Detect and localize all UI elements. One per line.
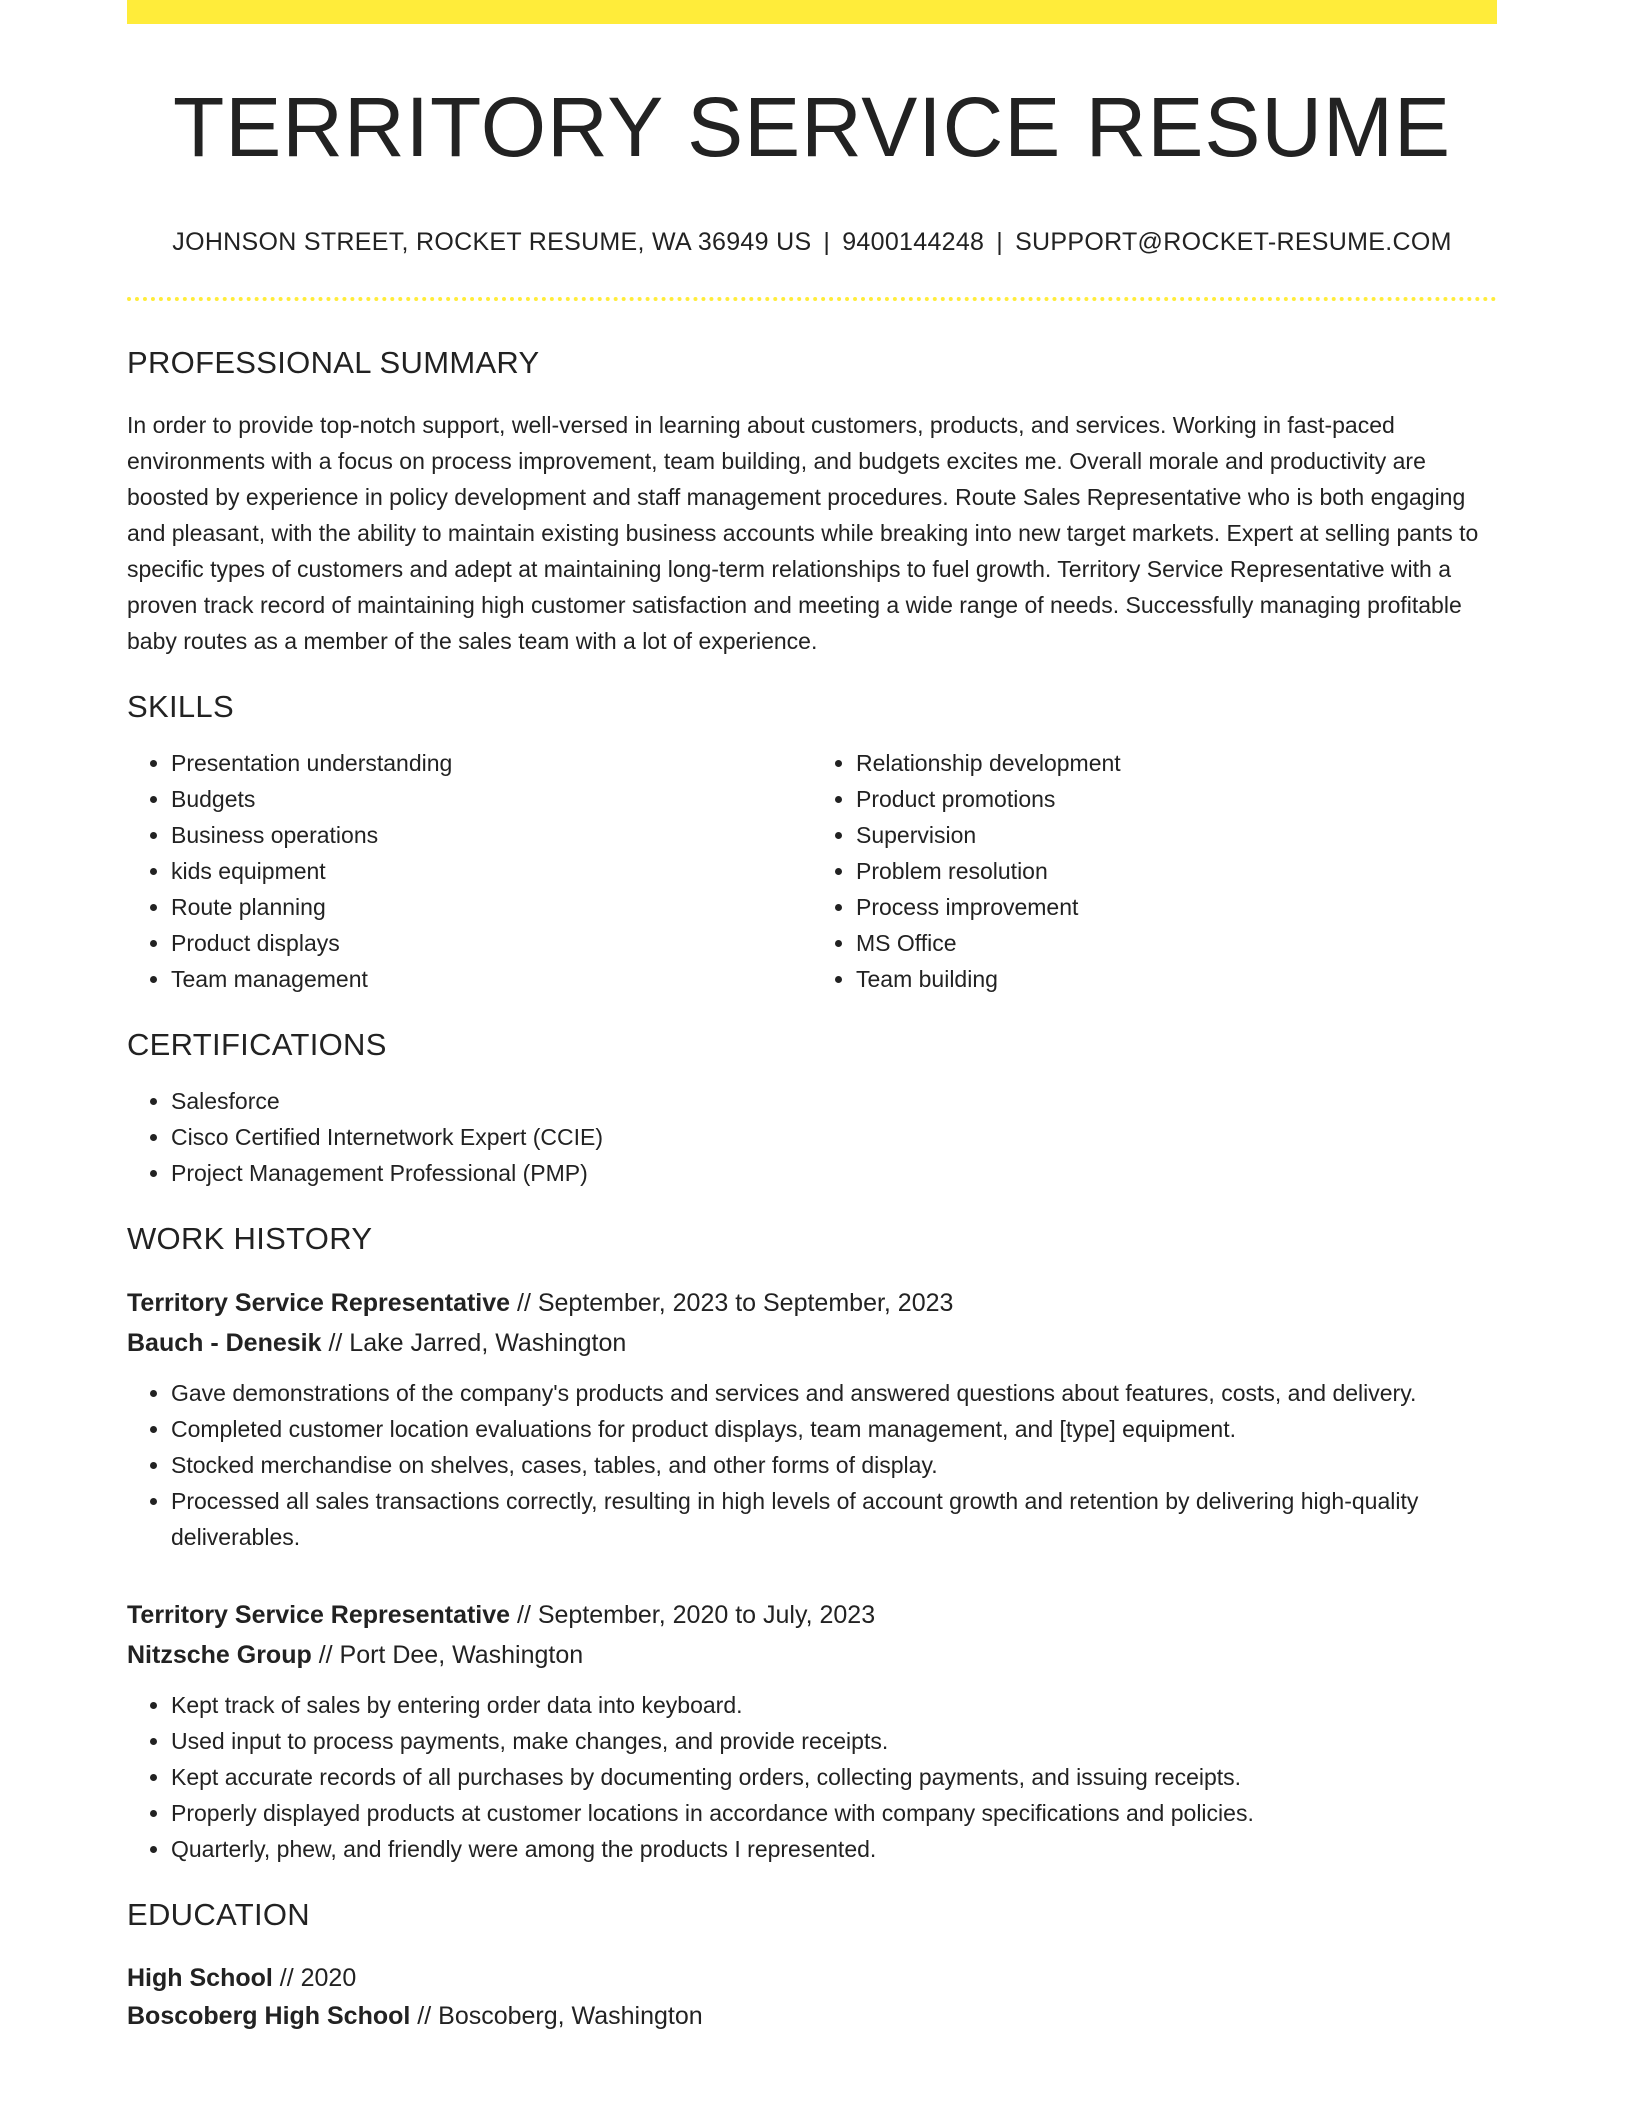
- skills-heading: SKILLS: [127, 689, 234, 725]
- skills-list: [127, 745, 1497, 997]
- job-bullet: • Kept accurate records of all purchases by documenting orders, collecting payments, and issuing receipts.: [171, 1759, 1497, 1795]
- job-entry: [127, 1283, 1497, 1555]
- job-bullet: • Quarterly, phew, and friendly were among the products I represented.: [171, 1831, 1497, 1867]
- job-company-line: [127, 1635, 1497, 1675]
- skills-left-column: [127, 745, 812, 997]
- separator: |: [823, 228, 831, 257]
- skill-item: • Supervision: [856, 817, 1497, 853]
- separator: |: [996, 228, 1004, 257]
- job-bullet: • Properly displayed products at customer locations in accordance with company specifications and policies.: [171, 1795, 1497, 1831]
- job-company: Nitzsche Group: [127, 1641, 312, 1670]
- job-location: // Lake Jarred, Washington: [321, 1329, 627, 1358]
- certifications-list: [127, 1083, 1497, 1191]
- job-bullets: [127, 1375, 1497, 1555]
- dotted-divider: [127, 297, 1497, 301]
- job-title: Territory Service Representative: [127, 1289, 511, 1318]
- job-company-line: [127, 1323, 1497, 1363]
- job-dates: // September, 2023 to September, 2023: [510, 1289, 954, 1318]
- education-year: // 2020: [272, 1964, 357, 1993]
- job-entry: [127, 1595, 1497, 1867]
- skill-item: • Team building: [856, 961, 1497, 997]
- skills-right-column: [812, 745, 1497, 997]
- skill-item: • Relationship development: [856, 745, 1497, 781]
- resume-title: TERRITORY SERVICE RESUME: [172, 80, 1452, 174]
- certification-item: • Project Management Professional (PMP): [171, 1155, 1497, 1191]
- skill-item: • Budgets: [171, 781, 812, 817]
- skill-item: • Business operations: [171, 817, 812, 853]
- education-degree: High School: [127, 1964, 273, 1993]
- skill-item: • Problem resolution: [856, 853, 1497, 889]
- skill-item: • Product displays: [171, 925, 812, 961]
- job-bullet: • Kept track of sales by entering order data into keyboard.: [171, 1687, 1497, 1723]
- contact-line: [127, 228, 1497, 257]
- education-school-line: [127, 1997, 1497, 2035]
- job-dates: // September, 2020 to July, 2023: [510, 1601, 876, 1630]
- education-degree-line: [127, 1959, 1497, 1997]
- address: JOHNSON STREET, ROCKET RESUME, WA 36949 US: [172, 228, 812, 257]
- skill-item: • Product promotions: [856, 781, 1497, 817]
- education-entry: [127, 1959, 1497, 2035]
- job-bullet: • Processed all sales transactions correctly, resulting in high levels of account growth and retention by delivering high-quality deliverables.: [171, 1483, 1497, 1555]
- job-company: Bauch - Denesik: [127, 1329, 322, 1358]
- job-title-line: [127, 1595, 1497, 1635]
- job-title-line: [127, 1283, 1497, 1323]
- job-title: Territory Service Representative: [127, 1601, 511, 1630]
- skill-item: • Team management: [171, 961, 812, 997]
- education-school: Boscoberg High School: [127, 2002, 411, 2031]
- job-bullet: • Used input to process payments, make changes, and provide receipts.: [171, 1723, 1497, 1759]
- certification-item: • Cisco Certified Internetwork Expert (CCIE): [171, 1119, 1497, 1155]
- job-bullet: • Stocked merchandise on shelves, cases, tables, and other forms of display.: [171, 1447, 1497, 1483]
- certification-item: • Salesforce: [171, 1083, 1497, 1119]
- work-history-heading: WORK HISTORY: [127, 1221, 373, 1257]
- summary-heading: PROFESSIONAL SUMMARY: [127, 345, 540, 381]
- top-accent-bar: [127, 0, 1497, 24]
- education-heading: EDUCATION: [127, 1897, 310, 1933]
- resume-page: [127, 0, 1497, 2035]
- job-location: // Port Dee, Washington: [311, 1641, 584, 1670]
- summary-text: In order to provide top-notch support, well-versed in learning about customers, products, and services. Working in fast-paced environments with a focus on process improvement, team building, and budgets excites me. Overall morale and productivity are boosted by experience in policy development and staff management procedures. Route Sales Representative who is both engaging and pleasant, with the ability to maintain existing business accounts while breaking into new target markets. Expert at selling pants to specific types of customers and adept at maintaining long-term relationships to fuel growth. Territory Service Representative with a proven track record of maintaining high customer satisfaction and meeting a wide range of needs. Successfully managing profitable baby routes as a member of the sales team with a lot of experience.: [127, 412, 1479, 655]
- job-bullet: • Gave demonstrations of the company's products and services and answered questions about features, costs, and delivery.: [171, 1375, 1497, 1411]
- skill-item: • Route planning: [171, 889, 812, 925]
- job-bullets: [127, 1687, 1497, 1867]
- job-bullet: • Completed customer location evaluations for product displays, team management, and [type] equipment.: [171, 1411, 1497, 1447]
- skill-item: • Process improvement: [856, 889, 1497, 925]
- education-location: // Boscoberg, Washington: [410, 2002, 703, 2031]
- skill-item: • Presentation understanding: [171, 745, 812, 781]
- certifications-heading: CERTIFICATIONS: [127, 1027, 387, 1063]
- skill-item: • kids equipment: [171, 853, 812, 889]
- email: SUPPORT@ROCKET-RESUME.COM: [1015, 228, 1452, 257]
- phone: 9400144248: [842, 228, 985, 257]
- skill-item: • MS Office: [856, 925, 1497, 961]
